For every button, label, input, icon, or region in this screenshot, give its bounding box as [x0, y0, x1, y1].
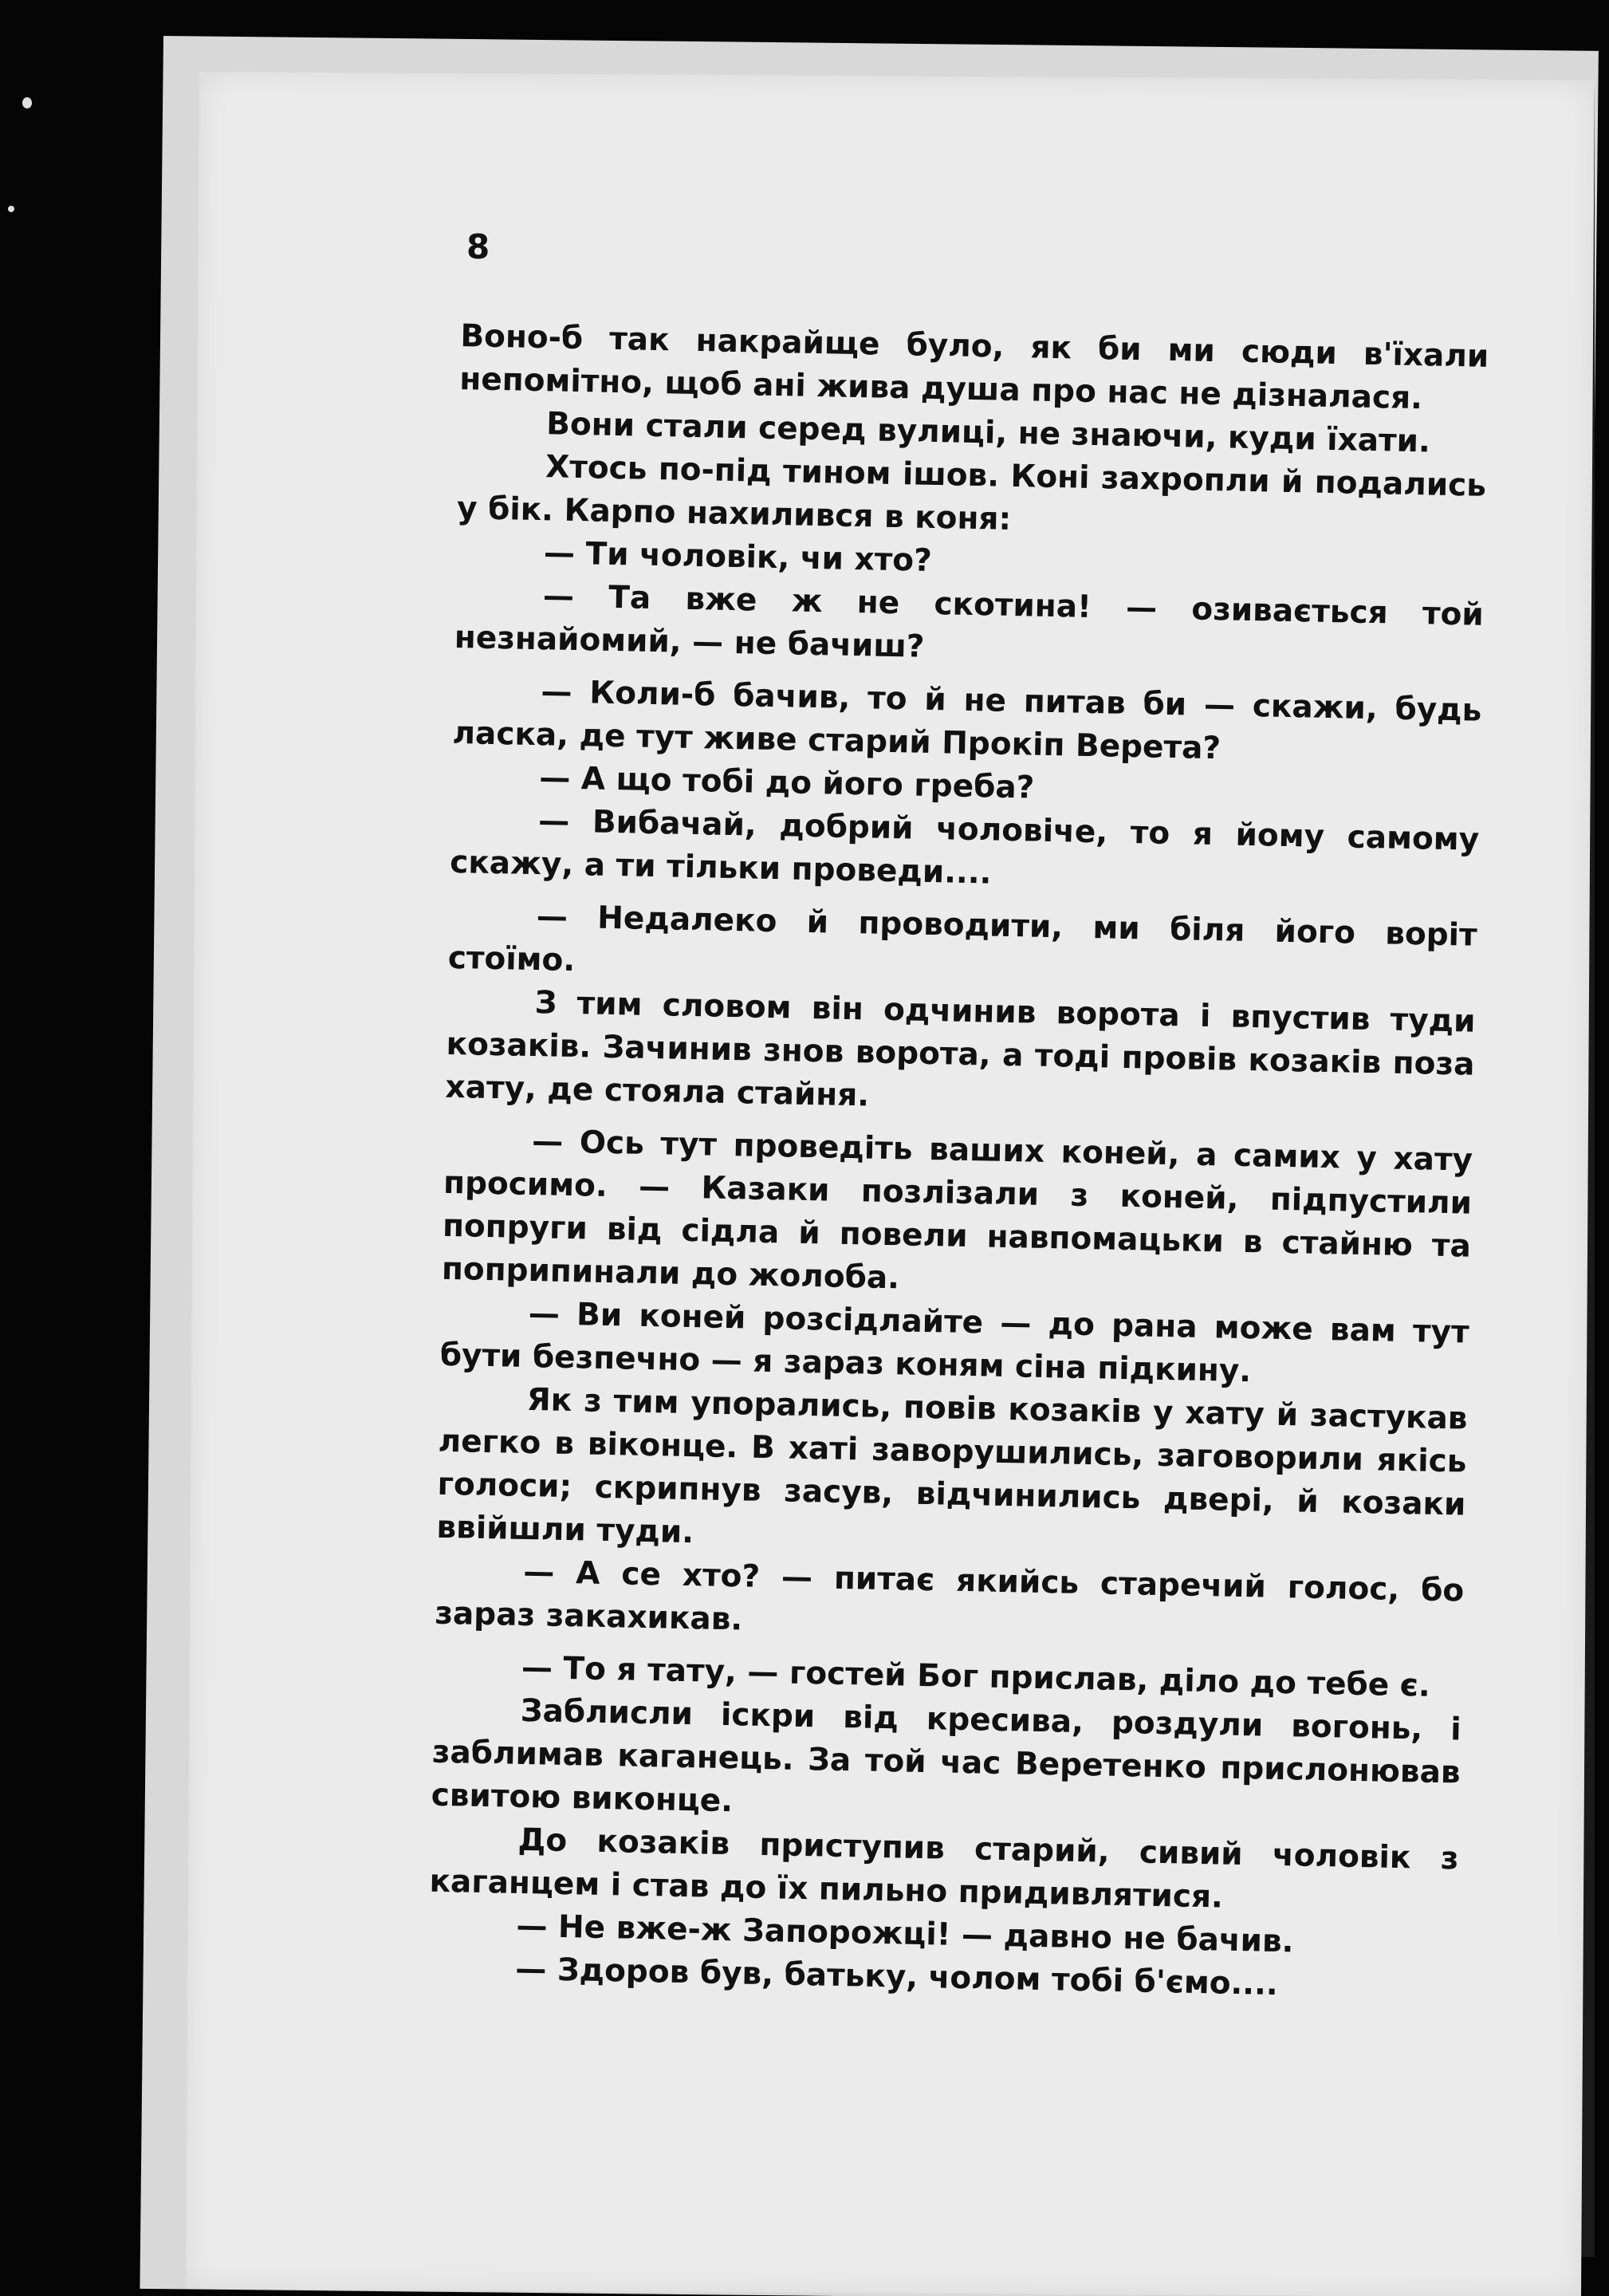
- body-text: [427, 315, 1489, 2010]
- paragraph: З тим словом він одчинив ворота і впустив туди козаків. Зачинив знов ворота, а тоді провів козаків поза хату, де стояла стайня.: [445, 985, 1476, 1114]
- paragraph: До козаків приступив старий, сивий чоловік з каганцем і став до їх пильно придивлятися.: [429, 1821, 1459, 1916]
- paragraph: — А се хто? — питає якийсь старечий голос, бо зараз закахикав.: [434, 1554, 1465, 1638]
- paragraph: — Не вже-ж Запорожці! — давно не бачив.: [516, 1908, 1294, 1960]
- paragraph: — Недалеко й проводити, ми біля його воріт стоїмо.: [447, 899, 1478, 979]
- paragraph: Заблисли іскри від кресива, роздули вогонь, і заблимав каганець. За той час Веретенко прислонював свитою виконце.: [431, 1692, 1462, 1820]
- paragraph: — Ви коней розсідлайте — до рана може вам тут бути безпечно — я зараз коням сіна підкину.: [439, 1295, 1470, 1390]
- page-number: 8: [466, 227, 490, 266]
- paragraph: — Вибачай, добрий чоловіче, то я йому самому скажу, а ти тільки проведи....: [449, 803, 1480, 892]
- paragraph: Вони стали серед вулиці, не знаючи, куди їхати.: [545, 406, 1431, 460]
- paragraph: Хтось по-під тином ішов. Коні захропли й подались у бік. Карпо нахилився в коня:: [456, 449, 1487, 538]
- paragraph: — То я тату, — гостей Бог прислав, діло до тебе є.: [521, 1649, 1431, 1704]
- paragraph: — Та вже ж не скотина! — озивається той незнайомий, — не бачиш?: [454, 578, 1485, 665]
- scan-speck: [22, 97, 32, 108]
- paragraph: Як з тим упорались, повів козаків у хату й застукав легко в віконце. В хаті заворушились, заговорили якісь голоси; скрипнув засув, відчинились двері, й козаки ввійшли туди.: [436, 1381, 1468, 1551]
- paragraph: — Коли-б бачив, то й не питав би — скажи, будь ласка, де тут живе старий Прокіп Верета?: [452, 674, 1482, 767]
- scan-speck: [8, 206, 14, 212]
- paragraph: — Здоров був, батьку, чолом тобі б'ємо....: [514, 1951, 1279, 2003]
- paragraph: — А що тобі до його греба?: [538, 760, 1035, 806]
- paragraph: — Ось тут проведіть ваших коней, а самих у хату просимо. — Казаки позлізали з коней, підпустили попруги від сідла й повели навпомацьки в стайню та поприпинали до жолоба.: [441, 1124, 1473, 1297]
- paragraph: — Ти чоловік, чи хто?: [543, 535, 933, 579]
- paragraph: Воно-б так накрайще було, як би ми сюди в'їхали непомітно, щоб ані жива душа про нас не дізналася.: [458, 317, 1489, 417]
